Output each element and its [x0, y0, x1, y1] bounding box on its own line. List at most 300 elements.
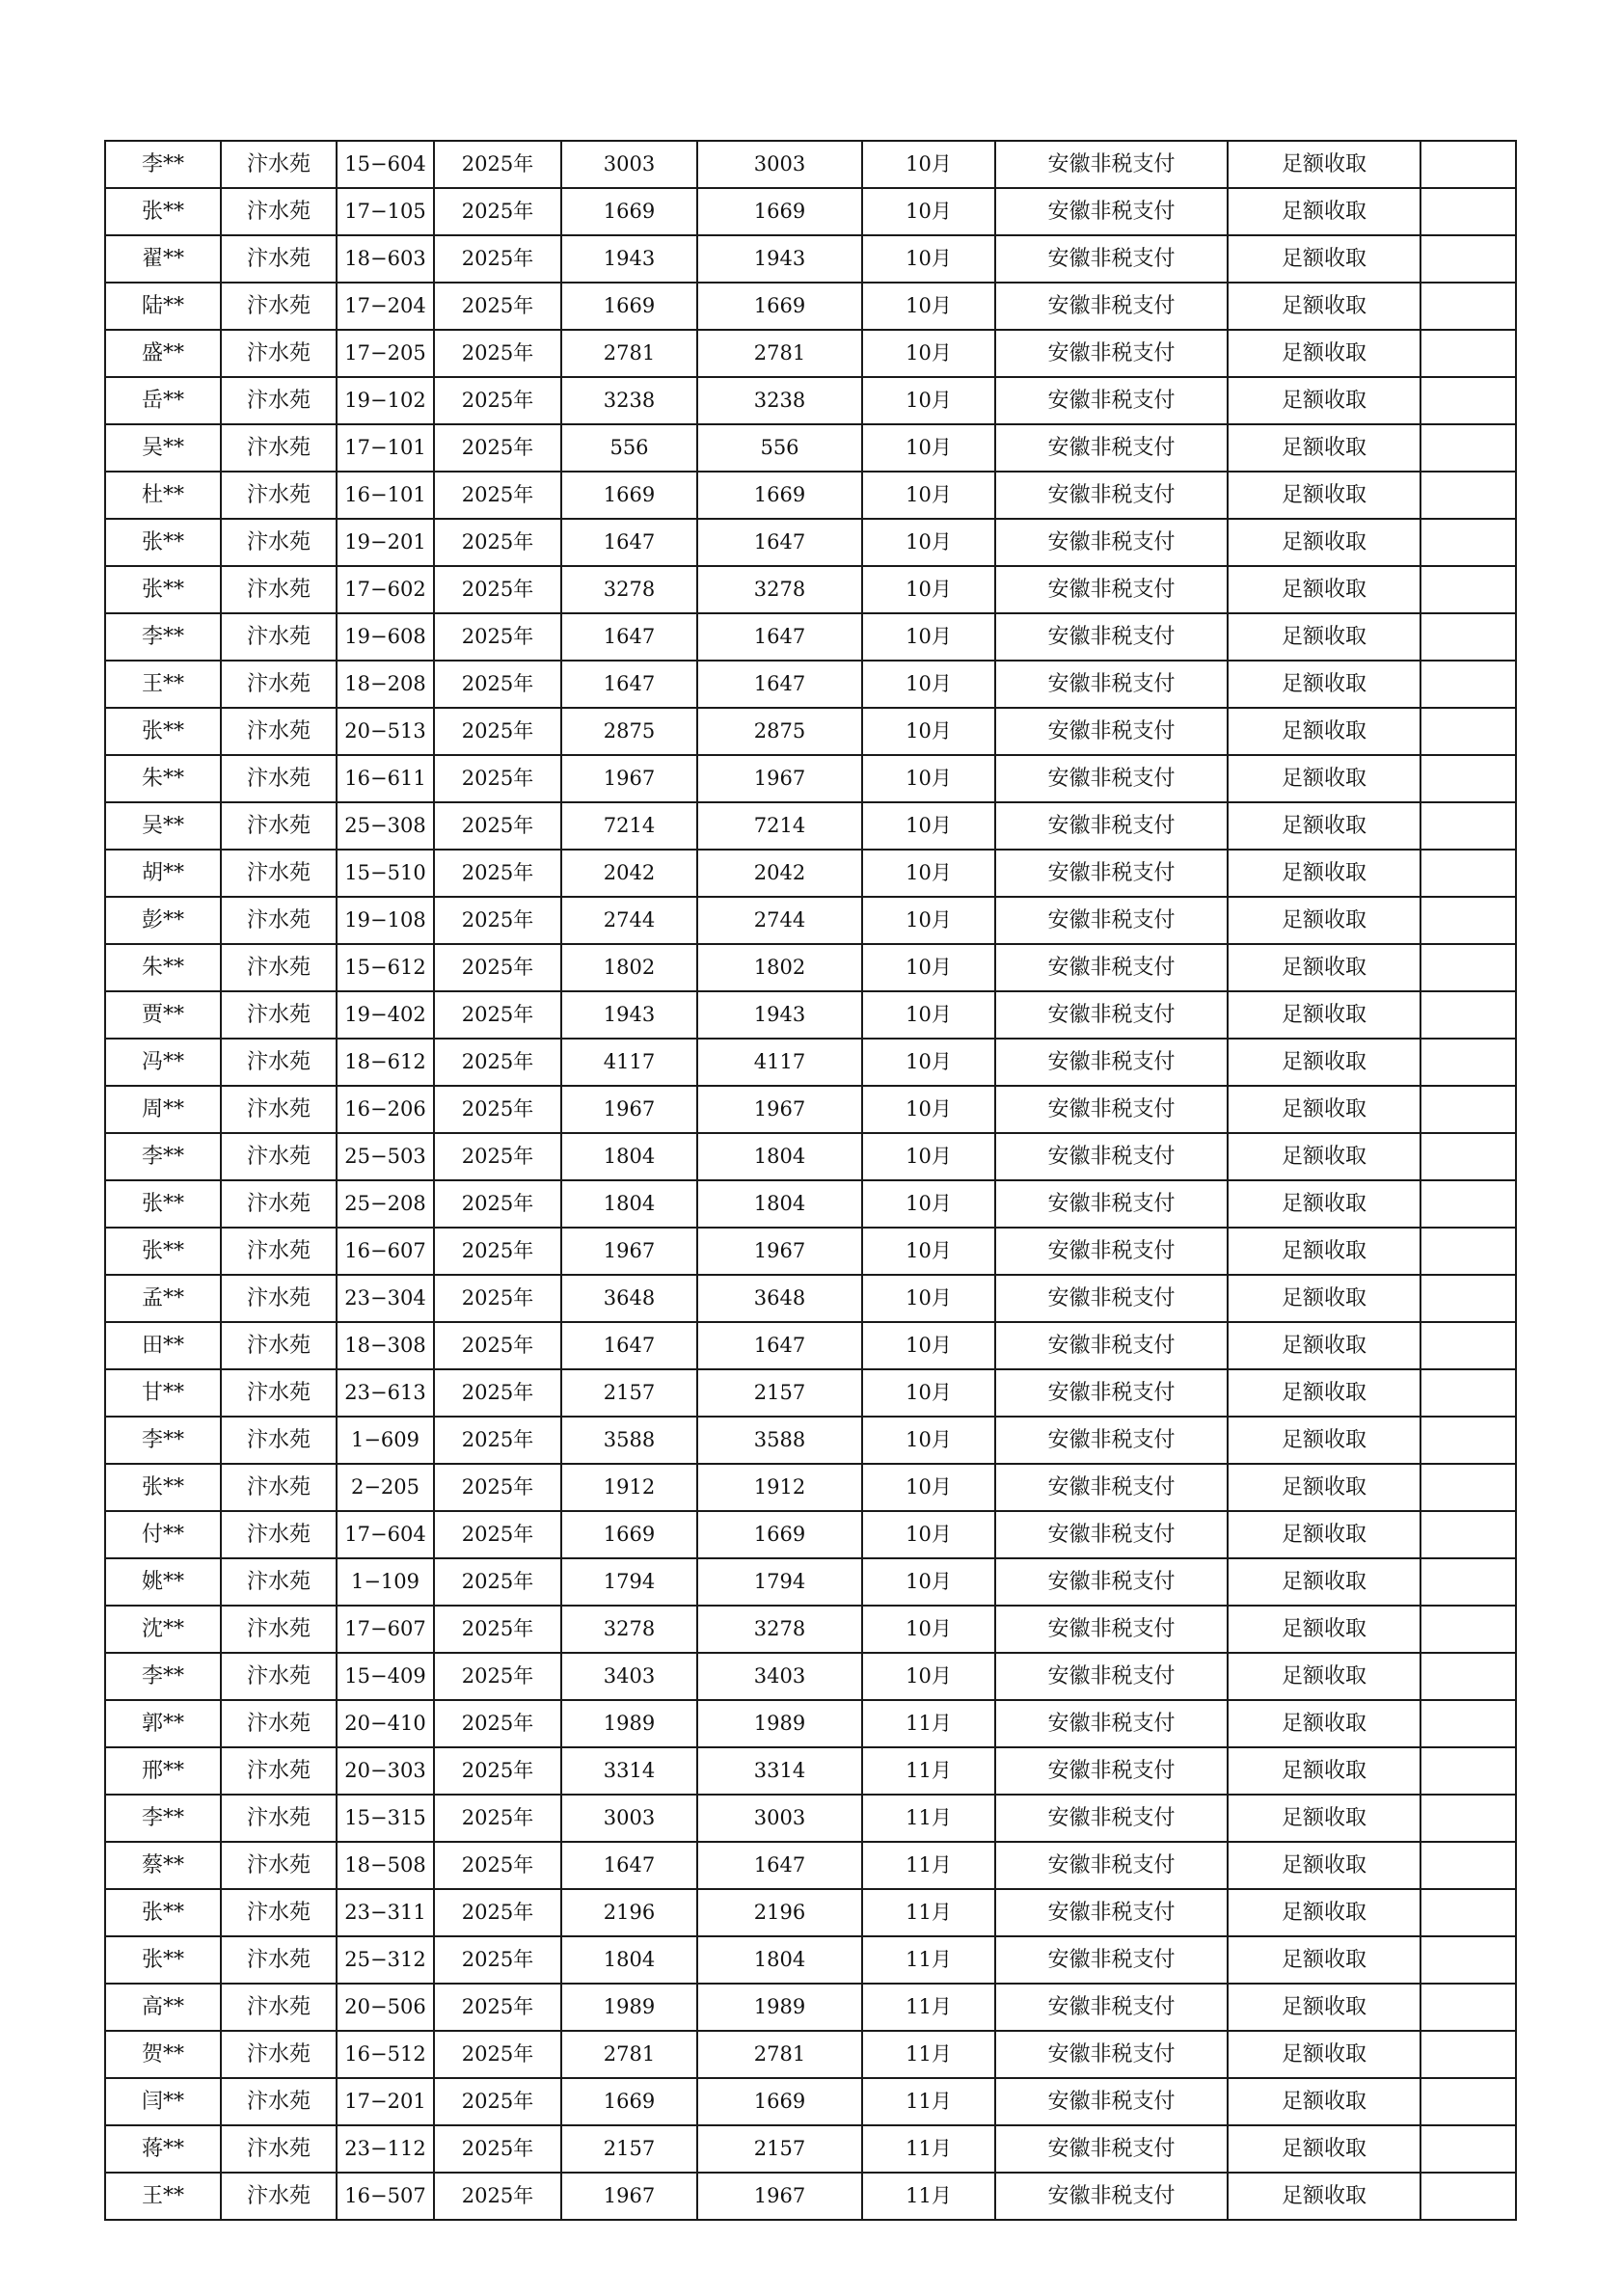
unit-number-cell: 15−409 [337, 1653, 434, 1700]
payment-method-cell: 安徽非税支付 [995, 2031, 1228, 2078]
payment-method-cell: 安徽非税支付 [995, 1795, 1228, 1842]
estate-cell: 汴水苑 [221, 613, 337, 661]
year-cell: 2025年 [434, 472, 561, 519]
amount-paid-cell: 2196 [697, 1889, 862, 1936]
payment-method-cell: 安徽非税支付 [995, 2078, 1228, 2125]
remark-cell [1420, 802, 1516, 850]
unit-number-cell: 23−304 [337, 1275, 434, 1322]
year-cell: 2025年 [434, 235, 561, 283]
unit-number-cell: 17−101 [337, 424, 434, 472]
owner-name-cell: 盛** [105, 330, 221, 377]
estate-cell: 汴水苑 [221, 1133, 337, 1180]
amount-due-cell: 1647 [561, 1322, 697, 1369]
table-row [105, 1984, 1516, 2031]
amount-paid-cell: 1794 [697, 1558, 862, 1606]
amount-due-cell: 1967 [561, 1228, 697, 1275]
payment-status-cell: 足额收取 [1228, 850, 1420, 897]
remark-cell [1420, 850, 1516, 897]
owner-name-cell: 张** [105, 1464, 221, 1511]
remark-cell [1420, 1889, 1516, 1936]
amount-due-cell: 2875 [561, 708, 697, 755]
month-cell: 10月 [862, 1558, 995, 1606]
unit-number-cell: 18−612 [337, 1039, 434, 1086]
month-cell: 10月 [862, 1322, 995, 1369]
amount-paid-cell: 1669 [697, 472, 862, 519]
unit-number-cell: 17−602 [337, 566, 434, 613]
owner-name-cell: 朱** [105, 755, 221, 802]
table-row [105, 1133, 1516, 1180]
month-cell: 10月 [862, 566, 995, 613]
payment-method-cell: 安徽非税支付 [995, 1511, 1228, 1558]
amount-due-cell: 1989 [561, 1700, 697, 1747]
payment-status-cell: 足额收取 [1228, 519, 1420, 566]
month-cell: 11月 [862, 1842, 995, 1889]
amount-paid-cell: 556 [697, 424, 862, 472]
year-cell: 2025年 [434, 1842, 561, 1889]
amount-due-cell: 1802 [561, 944, 697, 991]
payment-method-cell: 安徽非税支付 [995, 1086, 1228, 1133]
amount-paid-cell: 1669 [697, 283, 862, 330]
unit-number-cell: 16−507 [337, 2173, 434, 2220]
amount-paid-cell: 1669 [697, 1511, 862, 1558]
amount-due-cell: 1647 [561, 661, 697, 708]
unit-number-cell: 19−102 [337, 377, 434, 424]
owner-name-cell: 王** [105, 661, 221, 708]
payment-method-cell: 安徽非税支付 [995, 424, 1228, 472]
payment-status-cell: 足额收取 [1228, 661, 1420, 708]
table-row [105, 1180, 1516, 1228]
payment-method-cell: 安徽非税支付 [995, 2125, 1228, 2173]
remark-cell [1420, 944, 1516, 991]
estate-cell: 汴水苑 [221, 2125, 337, 2173]
year-cell: 2025年 [434, 1039, 561, 1086]
payment-status-cell: 足额收取 [1228, 424, 1420, 472]
amount-paid-cell: 3003 [697, 141, 862, 188]
year-cell: 2025年 [434, 2125, 561, 2173]
year-cell: 2025年 [434, 850, 561, 897]
payment-method-cell: 安徽非税支付 [995, 330, 1228, 377]
year-cell: 2025年 [434, 1228, 561, 1275]
amount-due-cell: 2744 [561, 897, 697, 944]
month-cell: 10月 [862, 235, 995, 283]
month-cell: 10月 [862, 1228, 995, 1275]
amount-due-cell: 1943 [561, 235, 697, 283]
owner-name-cell: 李** [105, 1417, 221, 1464]
estate-cell: 汴水苑 [221, 1984, 337, 2031]
year-cell: 2025年 [434, 141, 561, 188]
payment-status-cell: 足额收取 [1228, 1889, 1420, 1936]
payment-status-cell: 足额收取 [1228, 1228, 1420, 1275]
amount-paid-cell: 1912 [697, 1464, 862, 1511]
owner-name-cell: 贾** [105, 991, 221, 1039]
amount-paid-cell: 1967 [697, 2173, 862, 2220]
amount-paid-cell: 1647 [697, 661, 862, 708]
amount-due-cell: 3003 [561, 141, 697, 188]
amount-due-cell: 2157 [561, 1369, 697, 1417]
amount-paid-cell: 3588 [697, 1417, 862, 1464]
owner-name-cell: 张** [105, 519, 221, 566]
unit-number-cell: 2−205 [337, 1464, 434, 1511]
amount-paid-cell: 1967 [697, 1228, 862, 1275]
estate-cell: 汴水苑 [221, 897, 337, 944]
remark-cell [1420, 1228, 1516, 1275]
remark-cell [1420, 613, 1516, 661]
table-row [105, 1889, 1516, 1936]
owner-name-cell: 田** [105, 1322, 221, 1369]
table-row [105, 2031, 1516, 2078]
month-cell: 10月 [862, 944, 995, 991]
unit-number-cell: 17−607 [337, 1606, 434, 1653]
table-row [105, 1936, 1516, 1984]
remark-cell [1420, 472, 1516, 519]
month-cell: 10月 [862, 1417, 995, 1464]
unit-number-cell: 1−109 [337, 1558, 434, 1606]
payment-method-cell: 安徽非税支付 [995, 944, 1228, 991]
owner-name-cell: 张** [105, 1180, 221, 1228]
month-cell: 10月 [862, 377, 995, 424]
owner-name-cell: 吴** [105, 424, 221, 472]
month-cell: 10月 [862, 1511, 995, 1558]
remark-cell [1420, 1133, 1516, 1180]
owner-name-cell: 王** [105, 2173, 221, 2220]
payment-method-cell: 安徽非税支付 [995, 850, 1228, 897]
amount-due-cell: 2196 [561, 1889, 697, 1936]
amount-due-cell: 3648 [561, 1275, 697, 1322]
payment-status-cell: 足额收取 [1228, 1558, 1420, 1606]
owner-name-cell: 陆** [105, 283, 221, 330]
table-row [105, 850, 1516, 897]
amount-paid-cell: 1943 [697, 991, 862, 1039]
payment-status-cell: 足额收取 [1228, 1653, 1420, 1700]
payment-method-cell: 安徽非税支付 [995, 519, 1228, 566]
owner-name-cell: 吴** [105, 802, 221, 850]
unit-number-cell: 18−308 [337, 1322, 434, 1369]
payment-method-cell: 安徽非税支付 [995, 661, 1228, 708]
estate-cell: 汴水苑 [221, 566, 337, 613]
payment-method-cell: 安徽非税支付 [995, 188, 1228, 235]
estate-cell: 汴水苑 [221, 330, 337, 377]
month-cell: 11月 [862, 1936, 995, 1984]
year-cell: 2025年 [434, 1464, 561, 1511]
remark-cell [1420, 1180, 1516, 1228]
amount-due-cell: 1912 [561, 1464, 697, 1511]
table-row [105, 613, 1516, 661]
payment-method-cell: 安徽非税支付 [995, 613, 1228, 661]
month-cell: 10月 [862, 1180, 995, 1228]
amount-paid-cell: 2875 [697, 708, 862, 755]
unit-number-cell: 17−604 [337, 1511, 434, 1558]
amount-due-cell: 4117 [561, 1039, 697, 1086]
year-cell: 2025年 [434, 1417, 561, 1464]
remark-cell [1420, 2125, 1516, 2173]
payment-method-cell: 安徽非税支付 [995, 1700, 1228, 1747]
estate-cell: 汴水苑 [221, 1700, 337, 1747]
remark-cell [1420, 1795, 1516, 1842]
estate-cell: 汴水苑 [221, 1747, 337, 1795]
payment-status-cell: 足额收取 [1228, 1747, 1420, 1795]
estate-cell: 汴水苑 [221, 188, 337, 235]
table-row [105, 1653, 1516, 1700]
year-cell: 2025年 [434, 1558, 561, 1606]
table-row [105, 1511, 1516, 1558]
estate-cell: 汴水苑 [221, 1653, 337, 1700]
payment-method-cell: 安徽非税支付 [995, 1417, 1228, 1464]
owner-name-cell: 张** [105, 708, 221, 755]
payment-method-cell: 安徽非税支付 [995, 141, 1228, 188]
owner-name-cell: 郭** [105, 1700, 221, 1747]
amount-due-cell: 1967 [561, 755, 697, 802]
unit-number-cell: 1−609 [337, 1417, 434, 1464]
year-cell: 2025年 [434, 1700, 561, 1747]
table-row [105, 283, 1516, 330]
remark-cell [1420, 141, 1516, 188]
payment-status-cell: 足额收取 [1228, 472, 1420, 519]
year-cell: 2025年 [434, 377, 561, 424]
payment-method-cell: 安徽非税支付 [995, 991, 1228, 1039]
amount-paid-cell: 3238 [697, 377, 862, 424]
payment-status-cell: 足额收取 [1228, 2078, 1420, 2125]
year-cell: 2025年 [434, 1606, 561, 1653]
year-cell: 2025年 [434, 613, 561, 661]
amount-due-cell: 1669 [561, 188, 697, 235]
payment-method-cell: 安徽非税支付 [995, 1369, 1228, 1417]
table-row [105, 1842, 1516, 1889]
amount-due-cell: 2157 [561, 2125, 697, 2173]
payment-method-cell: 安徽非税支付 [995, 1275, 1228, 1322]
owner-name-cell: 甘** [105, 1369, 221, 1417]
unit-number-cell: 16−512 [337, 2031, 434, 2078]
owner-name-cell: 邢** [105, 1747, 221, 1795]
table-row [105, 188, 1516, 235]
amount-due-cell: 3403 [561, 1653, 697, 1700]
amount-paid-cell: 1804 [697, 1936, 862, 1984]
amount-due-cell: 1669 [561, 472, 697, 519]
remark-cell [1420, 1747, 1516, 1795]
remark-cell [1420, 330, 1516, 377]
month-cell: 10月 [862, 1369, 995, 1417]
payment-method-cell: 安徽非税支付 [995, 1842, 1228, 1889]
table-row [105, 519, 1516, 566]
amount-due-cell: 1647 [561, 1842, 697, 1889]
payment-method-cell: 安徽非税支付 [995, 1984, 1228, 2031]
year-cell: 2025年 [434, 1133, 561, 1180]
amount-due-cell: 3003 [561, 1795, 697, 1842]
owner-name-cell: 李** [105, 1133, 221, 1180]
payment-status-cell: 足额收取 [1228, 1086, 1420, 1133]
payment-method-cell: 安徽非税支付 [995, 1180, 1228, 1228]
month-cell: 11月 [862, 1889, 995, 1936]
estate-cell: 汴水苑 [221, 377, 337, 424]
payment-status-cell: 足额收取 [1228, 802, 1420, 850]
amount-paid-cell: 1989 [697, 1984, 862, 2031]
month-cell: 10月 [862, 283, 995, 330]
payment-method-cell: 安徽非税支付 [995, 802, 1228, 850]
payment-method-cell: 安徽非税支付 [995, 1464, 1228, 1511]
estate-cell: 汴水苑 [221, 1464, 337, 1511]
table-row [105, 1700, 1516, 1747]
month-cell: 11月 [862, 2078, 995, 2125]
month-cell: 11月 [862, 2173, 995, 2220]
table-row [105, 755, 1516, 802]
payment-status-cell: 足额收取 [1228, 1275, 1420, 1322]
remark-cell [1420, 1086, 1516, 1133]
payment-status-cell: 足额收取 [1228, 1180, 1420, 1228]
estate-cell: 汴水苑 [221, 708, 337, 755]
payment-method-cell: 安徽非税支付 [995, 1606, 1228, 1653]
estate-cell: 汴水苑 [221, 283, 337, 330]
estate-cell: 汴水苑 [221, 1039, 337, 1086]
estate-cell: 汴水苑 [221, 1842, 337, 1889]
amount-paid-cell: 4117 [697, 1039, 862, 1086]
unit-number-cell: 16−611 [337, 755, 434, 802]
amount-due-cell: 1804 [561, 1180, 697, 1228]
year-cell: 2025年 [434, 1369, 561, 1417]
amount-paid-cell: 1647 [697, 519, 862, 566]
amount-due-cell: 2781 [561, 2031, 697, 2078]
owner-name-cell: 高** [105, 1984, 221, 2031]
amount-paid-cell: 3278 [697, 566, 862, 613]
amount-paid-cell: 3314 [697, 1747, 862, 1795]
amount-due-cell: 3588 [561, 1417, 697, 1464]
month-cell: 10月 [862, 424, 995, 472]
unit-number-cell: 25−312 [337, 1936, 434, 1984]
unit-number-cell: 25−308 [337, 802, 434, 850]
estate-cell: 汴水苑 [221, 1606, 337, 1653]
estate-cell: 汴水苑 [221, 2031, 337, 2078]
table-row [105, 1417, 1516, 1464]
amount-paid-cell: 1647 [697, 1322, 862, 1369]
unit-number-cell: 15−510 [337, 850, 434, 897]
year-cell: 2025年 [434, 1984, 561, 2031]
remark-cell [1420, 2078, 1516, 2125]
month-cell: 10月 [862, 897, 995, 944]
unit-number-cell: 19−108 [337, 897, 434, 944]
estate-cell: 汴水苑 [221, 424, 337, 472]
fee-record-table [104, 140, 1517, 2221]
payment-status-cell: 足额收取 [1228, 141, 1420, 188]
amount-paid-cell: 3278 [697, 1606, 862, 1653]
estate-cell: 汴水苑 [221, 1228, 337, 1275]
month-cell: 11月 [862, 1984, 995, 2031]
payment-status-cell: 足额收取 [1228, 897, 1420, 944]
payment-method-cell: 安徽非税支付 [995, 1228, 1228, 1275]
remark-cell [1420, 377, 1516, 424]
amount-due-cell: 2042 [561, 850, 697, 897]
owner-name-cell: 蒋** [105, 2125, 221, 2173]
remark-cell [1420, 1842, 1516, 1889]
unit-number-cell: 15−612 [337, 944, 434, 991]
remark-cell [1420, 283, 1516, 330]
unit-number-cell: 20−410 [337, 1700, 434, 1747]
owner-name-cell: 李** [105, 141, 221, 188]
owner-name-cell: 张** [105, 188, 221, 235]
remark-cell [1420, 1369, 1516, 1417]
unit-number-cell: 19−402 [337, 991, 434, 1039]
payment-status-cell: 足额收取 [1228, 1936, 1420, 1984]
year-cell: 2025年 [434, 1511, 561, 1558]
payment-method-cell: 安徽非税支付 [995, 1936, 1228, 1984]
owner-name-cell: 闫** [105, 2078, 221, 2125]
month-cell: 10月 [862, 188, 995, 235]
payment-status-cell: 足额收取 [1228, 613, 1420, 661]
owner-name-cell: 胡** [105, 850, 221, 897]
amount-paid-cell: 2157 [697, 1369, 862, 1417]
remark-cell [1420, 1322, 1516, 1369]
payment-method-cell: 安徽非税支付 [995, 1133, 1228, 1180]
owner-name-cell: 张** [105, 1936, 221, 1984]
amount-due-cell: 3278 [561, 1606, 697, 1653]
estate-cell: 汴水苑 [221, 2078, 337, 2125]
table-row [105, 897, 1516, 944]
remark-cell [1420, 755, 1516, 802]
estate-cell: 汴水苑 [221, 519, 337, 566]
month-cell: 10月 [862, 330, 995, 377]
amount-due-cell: 1943 [561, 991, 697, 1039]
table-row [105, 2078, 1516, 2125]
month-cell: 10月 [862, 991, 995, 1039]
amount-due-cell: 1804 [561, 1936, 697, 1984]
owner-name-cell: 孟** [105, 1275, 221, 1322]
unit-number-cell: 16−101 [337, 472, 434, 519]
table-row [105, 330, 1516, 377]
estate-cell: 汴水苑 [221, 1417, 337, 1464]
month-cell: 10月 [862, 1653, 995, 1700]
unit-number-cell: 20−506 [337, 1984, 434, 2031]
payment-status-cell: 足额收取 [1228, 2125, 1420, 2173]
table-row [105, 1606, 1516, 1653]
amount-paid-cell: 2157 [697, 2125, 862, 2173]
remark-cell [1420, 1417, 1516, 1464]
table-row [105, 991, 1516, 1039]
remark-cell [1420, 566, 1516, 613]
table-row [105, 424, 1516, 472]
payment-status-cell: 足额收取 [1228, 991, 1420, 1039]
owner-name-cell: 朱** [105, 944, 221, 991]
payment-method-cell: 安徽非税支付 [995, 1653, 1228, 1700]
owner-name-cell: 岳** [105, 377, 221, 424]
month-cell: 10月 [862, 519, 995, 566]
year-cell: 2025年 [434, 283, 561, 330]
unit-number-cell: 25−503 [337, 1133, 434, 1180]
owner-name-cell: 杜** [105, 472, 221, 519]
amount-due-cell: 3278 [561, 566, 697, 613]
estate-cell: 汴水苑 [221, 802, 337, 850]
year-cell: 2025年 [434, 2173, 561, 2220]
estate-cell: 汴水苑 [221, 944, 337, 991]
unit-number-cell: 17−105 [337, 188, 434, 235]
estate-cell: 汴水苑 [221, 472, 337, 519]
payment-method-cell: 安徽非税支付 [995, 1889, 1228, 1936]
owner-name-cell: 张** [105, 566, 221, 613]
table-row [105, 1275, 1516, 1322]
amount-paid-cell: 1943 [697, 235, 862, 283]
remark-cell [1420, 1984, 1516, 2031]
amount-due-cell: 1669 [561, 1511, 697, 1558]
remark-cell [1420, 1653, 1516, 1700]
payment-status-cell: 足额收取 [1228, 1133, 1420, 1180]
payment-status-cell: 足额收取 [1228, 1417, 1420, 1464]
year-cell: 2025年 [434, 1889, 561, 1936]
remark-cell [1420, 1558, 1516, 1606]
remark-cell [1420, 1700, 1516, 1747]
table-row [105, 472, 1516, 519]
year-cell: 2025年 [434, 944, 561, 991]
remark-cell [1420, 897, 1516, 944]
amount-paid-cell: 1802 [697, 944, 862, 991]
year-cell: 2025年 [434, 2078, 561, 2125]
payment-status-cell: 足额收取 [1228, 1039, 1420, 1086]
year-cell: 2025年 [434, 424, 561, 472]
